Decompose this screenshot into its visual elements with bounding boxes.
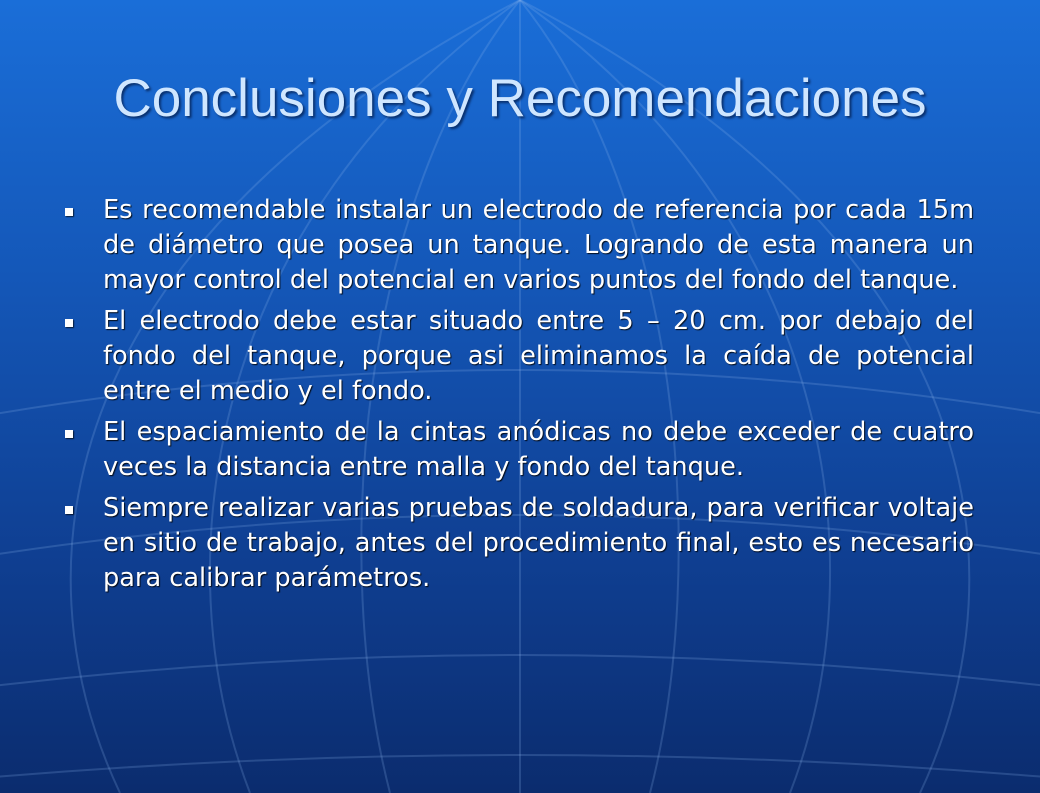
square-bullet-icon — [65, 430, 73, 438]
bullet-text: Siempre realizar varias pruebas de soldadura, para verificar voltaje en sitio de trabajo, antes del procedimiento final, esto es necesario para calibrar parámetros. — [103, 493, 974, 593]
square-bullet-icon — [65, 506, 73, 514]
square-bullet-icon — [65, 208, 73, 216]
bullet-item — [62, 415, 974, 485]
bullet-list — [62, 193, 974, 602]
bullet-text: El electrodo debe estar situado entre 5 – 20 cm. por debajo del fondo del tanque, porque asi eliminamos la caída de potencial entre el medio y el fondo. — [103, 306, 974, 406]
slide-title: Conclusiones y Recomendaciones — [113, 69, 927, 128]
bullet-item — [62, 304, 974, 409]
bullet-text: Es recomendable instalar un electrodo de referencia por cada 15m de diámetro que posea un tanque. Logrando de esta manera un mayor control del potencial en varios puntos del fondo del tanque. — [103, 195, 974, 295]
bullet-item — [62, 491, 974, 596]
bullet-text: El espaciamiento de la cintas anódicas no debe exceder de cuatro veces la distancia entre malla y fondo del tanque. — [103, 417, 974, 482]
square-bullet-icon — [65, 319, 73, 327]
bullet-item — [62, 193, 974, 298]
